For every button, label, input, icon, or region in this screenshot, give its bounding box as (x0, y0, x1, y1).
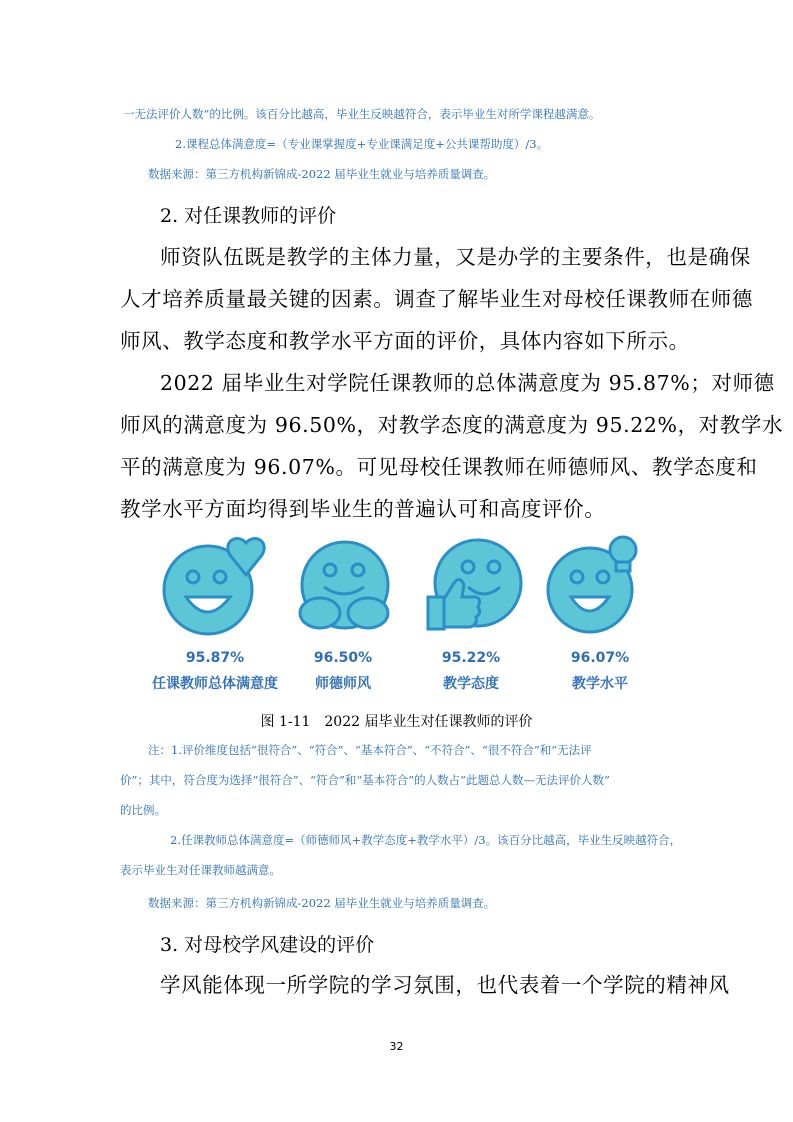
note-line: 注：1.评价维度包括“很符合”、“符合”、“基本符合”、“不符合”、“很不符合”和“无法评 (148, 743, 592, 757)
overall-satisfaction-value: 95.87% (185, 650, 245, 666)
teacher-evaluation-figure (150, 535, 650, 695)
paragraph-line: 人才培养质量最关键的因素。调查了解毕业生对母校任课教师在师德 (120, 287, 753, 311)
paragraph-line: 师风的满意度为 96.50%，对教学态度的满意度为 95.22%，对教学水 (120, 413, 784, 437)
teaching-attitude-label: 教学态度 (443, 676, 499, 692)
paragraph-line: 平的满意度为 96.07%。可见母校任课教师在师德师风、教学态度和 (120, 455, 758, 479)
lightbulb-smiley-icon (545, 535, 655, 640)
data-source-note: 数据来源：第三方机构新锦成-2022 届毕业生就业与培养质量调查。 (148, 896, 496, 910)
ethics-style-label: 师德师风 (315, 676, 371, 692)
section-heading: 3. 对母校学风建设的评价 (160, 934, 375, 956)
note-line: 2.课程总体满意度=（专业课掌握度+专业课满足度+公共课帮助度）/3。 (175, 137, 549, 151)
note-line: 的比例。 (120, 803, 166, 817)
heart-smiley-icon (158, 535, 268, 640)
data-source-note: 数据来源：第三方机构新锦成-2022 届毕业生就业与培养质量调查。 (148, 167, 496, 181)
paragraph-line: 教学水平方面均得到毕业生的普遍认可和高度评价。 (120, 497, 606, 521)
hands-smiley-icon (290, 535, 400, 640)
paragraph-line: 学风能体现一所学院的学习氛围，也代表着一个学院的精神风 (160, 973, 730, 997)
section-heading: 2. 对任课教师的评价 (160, 205, 337, 227)
page-number: 32 (389, 1040, 404, 1053)
note-line: 表示毕业生对任课教师越满意。 (120, 863, 281, 877)
figure-caption: 图 1-11 2022 届毕业生对任课教师的评价 (260, 714, 533, 730)
paragraph-line: 师风、教学态度和教学水平方面的评价，具体内容如下所示。 (120, 329, 690, 353)
teaching-attitude-value: 95.22% (441, 650, 501, 666)
note-line: 2.任课教师总体满意度=（师德师风+教学态度+教学水平）/3。该百分比越高，毕业生反映越符合， (170, 833, 682, 847)
thumbs-up-smiley-icon (420, 535, 530, 640)
paragraph-line: 师资队伍既是教学的主体力量，又是办学的主要条件，也是确保 (160, 245, 751, 269)
teaching-level-value: 96.07% (570, 650, 630, 666)
overall-satisfaction-label: 任课教师总体满意度 (152, 676, 278, 692)
paragraph-line: 2022 届毕业生对学院任课教师的总体满意度为 95.87%；对师德 (160, 371, 775, 395)
note-line: 价”；其中，符合度为选择“很符合”、“符合”和“基本符合”的人数占“此题总人数—无法评价人数” (120, 773, 610, 787)
ethics-style-value: 96.50% (313, 650, 373, 666)
note-line: 一无法评价人数”的比例。该百分比越高，毕业生反映越符合，表示毕业生对所学课程越满意。 (123, 107, 601, 121)
teaching-level-label: 教学水平 (572, 676, 628, 692)
